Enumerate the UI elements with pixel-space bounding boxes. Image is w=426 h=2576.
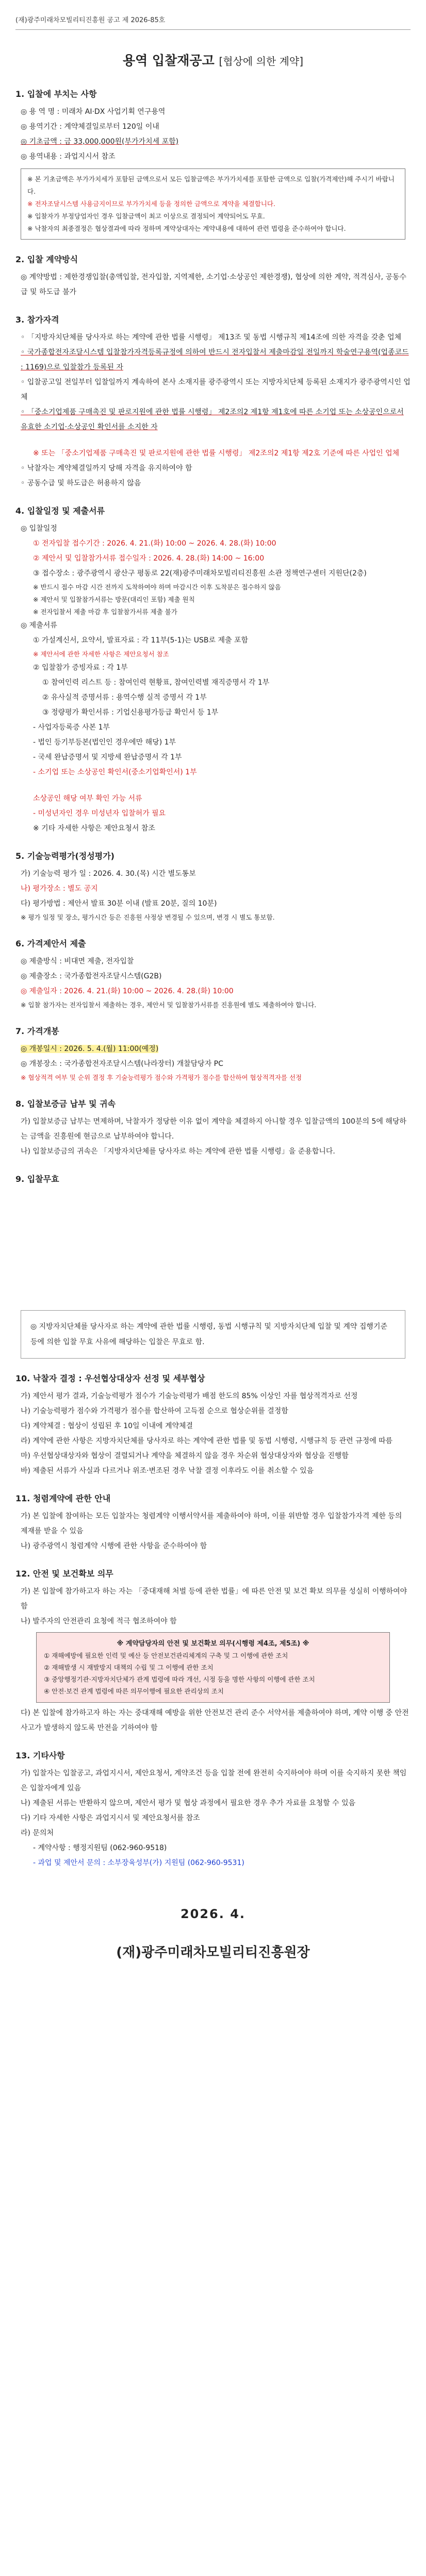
- notice-box: [21, 168, 405, 240]
- doc-item: ③ 정량평가 확인서류 : 기업신용평가등급 확인서 등 1부: [42, 708, 219, 717]
- section-heading: 4. 입찰일정 및 제출서류: [15, 506, 105, 516]
- service-name: ◎ 용 역 명 : 미래차 AI·DX 사업기획 연구용역: [21, 108, 166, 116]
- notice-document: [15, 10, 411, 1961]
- schedule-item: ② 제안서 및 입찰참가서류 접수일자 : 2026. 4. 28.(화) 14:00 ~ 16:00: [33, 554, 265, 563]
- evaluation-item: 다) 평가방법 : 제안서 발표 30분 이내 (발표 20분, 질의 10분): [21, 900, 217, 908]
- safety-item: 다) 본 입찰에 참가하고자 하는 자는 중대재해 예방을 위한 안전보건 관리 준수 서약서를 제출하여야 하며, 계약 이행 중 안전사고가 발생하지 않도록 만전을 기하여야 함: [21, 1709, 409, 1732]
- section-safety: [15, 1567, 411, 1736]
- opening-item: ◎ 개봉일시 : 2026. 5. 4.(월) 11:00(예정): [21, 1045, 159, 1053]
- misc-item: 가) 입찰자는 입찰공고, 과업지시서, 제안요청서, 계약조건 등을 입찰 전에 완전히 숙지하여야 하며 이를 숙지하지 못한 책임은 입찰자에게 있음: [21, 1769, 407, 1792]
- opening-item: ◎ 개봉장소 : 국가종합전자조달시스템(나라장터) 개찰담당자 PC: [21, 1060, 223, 1068]
- section-heading: 12. 안전 및 보건확보 의무: [15, 1569, 113, 1579]
- section-heading: 9. 입찰무효: [15, 1174, 59, 1184]
- safety-duty-box: [36, 1632, 390, 1703]
- section-opening: [15, 1025, 411, 1084]
- notice-date: 2026. 4.: [180, 1907, 246, 1921]
- doc-extra: ※ 기타 자세한 사항은 제안요청서 참조: [33, 824, 155, 833]
- safety-item: 나) 발주자의 안전관리 요청에 적극 협조하여야 함: [21, 1617, 177, 1625]
- service-period: ◎ 용역기간 : 계약체결일로부터 120일 이내: [21, 123, 159, 131]
- price-item: ◎ 제출일자 : 2026. 4. 21.(화) 10:00 ~ 2026. 4. 28.(화) 10:00: [21, 987, 234, 995]
- section-heading: 10. 낙찰자 결정 : 우선협상대상자 선정 및 세부협상: [15, 1374, 205, 1383]
- safety-box-line: ① 재해예방에 필요한 인력 및 예산 등 안전보건관리체계의 구축 및 그 이행에 관한 조치: [44, 1652, 288, 1659]
- section-heading: 6. 가격제안서 제출: [15, 939, 86, 948]
- eligibility-note: ※ 또는 「중소기업제품 구매촉진 및 판로지원에 관한 법률 시행령」 제2조의2 제1항 제2호 기준에 따른 사업인 업체: [33, 449, 400, 457]
- notice-line: ※ 낙찰자의 최종결정은 협상결과에 따라 정하며 계약상대자는 계약내용에 대하여 관련 법령을 준수하여야 합니다.: [27, 225, 346, 232]
- section-invalid: [15, 1173, 411, 1359]
- doc-item: - 소기업 또는 소상공인 확인서(중소기업확인서) 1부: [33, 768, 197, 776]
- section-heading: 13. 기타사항: [15, 1751, 65, 1760]
- title-main: 용역 입찰재공고: [122, 53, 215, 68]
- integrity-item: 가) 본 입찰에 참여하는 모든 입찰자는 청렴계약 이행서약서를 제출하여야 하며, 이를 위반할 경우 입찰참가자격 제한 등의 제재를 받을 수 있음: [21, 1512, 402, 1535]
- eligibility-item: ◦ 국가종합전자조달시스템 입찰참가자격등록규정에 의하여 반드시 전자입찰서 제출마감일 전일까지 학술연구용역(업종코드 : 1169)으로 입찰참가 등록된 자: [21, 348, 409, 371]
- schedule-note: ※ 전자입찰서 제출 마감 후 입찰참가서류 제출 불가: [33, 608, 177, 616]
- contact-item: - 과업 및 제안서 문의 : 소부장육성부(가) 지원팀 (062-960-9531): [33, 1859, 244, 1867]
- bond-item: 가) 입찰보증금 납부는 면제하며, 낙찰자가 정당한 이유 없이 계약을 체결하지 아니할 경우 입찰금액의 100분의 5에 해당하는 금액을 진흥원에 현금으로 납부하여야 합니다.: [21, 1117, 406, 1141]
- safety-box-line: ④ 안전·보건 관계 법령에 따른 의무이행에 필요한 관리상의 조치: [44, 1687, 224, 1695]
- doc-note: ※ 제안서에 관한 자세한 사항은 제안요청서 참조: [33, 650, 169, 658]
- contract-method: ◎ 계약방법 : 제한경쟁입찰(총액입찰, 전자입찰, 지역제한, 소기업·소상공인 제한경쟁), 협상에 의한 계약, 적격심사, 공동수급 및 하도급 불가: [21, 273, 407, 296]
- section-price-proposal: [15, 937, 411, 1011]
- notice-line: ※ 입찰자가 부정당업자인 경우 입찰금액이 최고 이상으로 결정되어 계약되어도 무효.: [27, 212, 265, 220]
- evaluation-item: 나) 평가장소 : 별도 공지: [21, 885, 98, 893]
- doc-item: - 사업자등록증 사본 1부: [33, 723, 110, 732]
- section-evaluation: [15, 850, 411, 924]
- subsection-title: ◎ 입찰일정: [21, 524, 57, 533]
- doc-item: ① 가설계신서, 요약서, 발표자료 : 각 11부(5-1)는 USB로 제출 포함: [33, 636, 249, 645]
- evaluation-note: ※ 평가 일정 및 장소, 평가시간 등은 진흥원 사정상 변경될 수 있으며, 변경 시 별도 통보함.: [21, 913, 275, 921]
- misc-item: 다) 기타 자세한 사항은 과업지시서 및 제안요청서를 참조: [21, 1814, 200, 1822]
- price-item: ◎ 제출방식 : 비대면 제출, 전자입찰: [21, 957, 134, 965]
- award-item: 마) 우선협상대상자와 협상이 결렬되거나 계약을 체결하지 않을 경우 차순위 협상대상자와 협상을 진행함: [21, 1452, 349, 1460]
- misc-item: 나) 제출된 서류는 반환하지 않으며, 제안서 평가 및 협상 과정에서 필요한 경우 추가 자료를 요청할 수 있음: [21, 1799, 356, 1807]
- schedule-item: ③ 접수장소 : 광주광역시 광산구 평동로 22(재)광주미래차모빌리티진흥원 소관 정책연구센터 지원단(2층): [33, 569, 367, 578]
- schedule-note: ※ 제안서 및 입찰참가서류는 방문(대리인 포함) 제출 원칙: [33, 596, 195, 603]
- evaluation-item: 가) 기술능력 평가 일 : 2026. 4. 30.(목) 시간 별도통보: [21, 870, 196, 878]
- price-note: ※ 입찰 참가자는 전자입찰서 제출하는 경우, 제안서 및 입찰참가서류를 진흥원에 별도 제출하여야 합니다.: [21, 1001, 317, 1009]
- eligibility-item: ◦ 공동수급 및 하도급은 허용하지 않음: [21, 479, 141, 487]
- schedule-item: ① 전자입찰 접수기간 : 2026. 4. 21.(화) 10:00 ~ 2026. 4. 28.(화) 10:00: [33, 539, 276, 548]
- section-heading: 7. 가격개봉: [15, 1026, 59, 1036]
- award-item: 가) 제안서 평가 결과, 기술능력평가 점수가 기술능력평가 배점 한도의 85% 이상인 자를 협상적격자로 선정: [21, 1392, 358, 1400]
- invalid-box: ◎ 지방자치단체를 당사자로 하는 계약에 관한 법률 시행령, 동법 시행규칙 및 지방자치단체 입찰 및 계약 집행기준 등에 의한 입찰 무효 사유에 해당하는 입찰은 무효로 함.: [21, 1310, 405, 1359]
- award-item: 나) 기술능력평가 점수와 가격평가 점수를 합산하여 고득점 순으로 협상순위를 결정함: [21, 1407, 288, 1415]
- integrity-item: 나) 광주광역시 청렴계약 시행에 관한 사항을 준수하여야 함: [21, 1542, 207, 1550]
- subsection-title: ◎ 제출서류: [21, 621, 57, 630]
- eligibility-item: ◦ 「지방자치단체를 당사자로 하는 계약에 관한 법률 시행령」 제13조 및 동법 시행규칙 제14조에 의한 자격을 갖춘 업체: [21, 333, 402, 342]
- section-heading: 1. 입찰에 부치는 사항: [15, 89, 97, 99]
- eligibility-item: ◦ 입찰공고일 전일부터 입찰일까지 계속하여 본사 소재지를 광주광역시 또는 지방자치단체 등록된 소재지가 광주광역시인 업체: [21, 378, 411, 401]
- safety-box-title: ※ 계약담당자의 안전 및 보건확보 의무(시행령 제4조, 제5조) ※: [117, 1640, 309, 1648]
- section-misc: [15, 1749, 411, 1871]
- section-eligibility: [15, 313, 411, 491]
- doc-extra: - 미성년자인 경우 미성년자 입찰허가 필요: [33, 809, 166, 818]
- schedule-note: ※ 반드시 접수 마감 시간 전까지 도착하여야 하며 마감시간 이후 도착분은 접수하지 않음: [33, 583, 281, 591]
- issuer-name: (재)광주미래차모빌리티진흥원장: [116, 1945, 310, 1960]
- doc-item: ② 유사실적 증명서류 : 용역수행 실적 증명서 각 1부: [42, 693, 207, 702]
- section-heading: 11. 청렴계약에 관한 안내: [15, 1494, 111, 1503]
- eligibility-item: ◦ 「중소기업제품 구매촉진 및 판로지원에 관한 법률 시행령」 제2조의2 제1항 제1호에 따른 소기업 또는 소상공인으로서 유효한 소기업·소상공인 확인서를 소지한 자: [21, 408, 404, 431]
- eligibility-item: ◦ 낙찰자는 계약체결일까지 당해 자격을 유지하여야 함: [21, 464, 192, 472]
- section-heading: 2. 입찰 계약방식: [15, 255, 78, 264]
- award-item: 다) 계약체결 : 협상이 성립된 후 10일 이내에 계약체결: [21, 1422, 193, 1430]
- section-schedule: [15, 504, 411, 836]
- section-award: [15, 1372, 411, 1479]
- title-suffix: [협상에 의한 계약]: [219, 55, 304, 67]
- safety-box-line: ③ 중앙행정기관·지방자치단체가 관계 법령에 따라 개선, 시정 등을 명한 사항의 이행에 관한 조치: [44, 1675, 315, 1683]
- safety-item: 가) 본 입찰에 참가하고자 하는 자는 「중대재해 처벌 등에 관한 법률」에 따른 안전 및 보건 확보 의무를 성실히 이행하여야 함: [21, 1587, 407, 1611]
- doc-item: - 법인 등기부등본(법인인 경우에만 해당) 1부: [33, 738, 176, 747]
- section-heading: 3. 참가자격: [15, 315, 59, 325]
- price-item: ◎ 제출장소 : 국가종합전자조달시스템(G2B): [21, 972, 162, 980]
- doc-item: ② 입찰참가 증빙자료 : 각 1부: [33, 664, 128, 672]
- base-amount: ◎ 기초금액 : 금 33,000,000원(부가가치세 포함): [21, 138, 179, 146]
- doc-note-red: 소상공인 해당 여부 확인 가능 서류: [33, 794, 142, 803]
- safety-box-line: ② 재해발생 시 재발방지 대책의 수립 및 그 이행에 관한 조치: [44, 1664, 214, 1671]
- section-heading: 8. 입찰보증금 납부 및 귀속: [15, 1099, 116, 1109]
- page-title: [15, 50, 411, 69]
- section-bid-bond: [15, 1097, 411, 1159]
- notice-line: ※ 전자조달시스템 사용금지이므로 부가가치세 등을 정의한 금액으로 계약을 체결합니다.: [27, 200, 275, 208]
- service-content: ◎ 용역내용 : 과업지시서 참조: [21, 152, 116, 161]
- misc-item: 라) 문의처: [21, 1829, 54, 1837]
- doc-item: ① 참여인력 리스트 등 : 참여인력 현황표, 참여인력별 재직증명서 각 1부: [42, 679, 270, 687]
- bond-item: 나) 입찰보증금의 귀속은 「지방자치단체를 당사자로 하는 계약에 관한 법률 시행령」을 준용합니다.: [21, 1147, 335, 1156]
- doc-item: - 국세 완납증명서 및 지방세 완납증명서 각 1부: [33, 753, 182, 761]
- notice-line: ※ 본 기초금액은 부가가치세가 포함된 금액으로서 모든 입찰금액은 부가가치세를 포함한 금액으로 입찰(가격제안)해 주시기 바랍니다.: [27, 175, 395, 195]
- contact-item: - 계약사항 : 행정지원팀 (062-960-9518): [33, 1844, 167, 1852]
- notice-number: (재)광주미래차모빌리티진흥원 공고 제 2026-85호: [15, 10, 411, 30]
- section-bid-items: [15, 88, 411, 240]
- section-contract-method: [15, 253, 411, 300]
- award-item: 바) 제출된 서류가 사실과 다르거나 위조·변조된 경우 낙찰 결정 이후라도 이를 취소할 수 있음: [21, 1467, 314, 1475]
- section-heading: 5. 기술능력평가(정성평가): [15, 851, 114, 861]
- award-item: 라) 계약에 관한 사항은 지방자치단체를 당사자로 하는 계약에 관한 법률 및 동법 시행령, 시행규칙 등 관련 규정에 따름: [21, 1437, 393, 1445]
- opening-note: ※ 협상적격 여부 및 순위 결정 후 기술능력평가 점수와 가격평가 점수를 합산하여 협상적격자를 선정: [21, 1074, 302, 1081]
- section-integrity: [15, 1492, 411, 1554]
